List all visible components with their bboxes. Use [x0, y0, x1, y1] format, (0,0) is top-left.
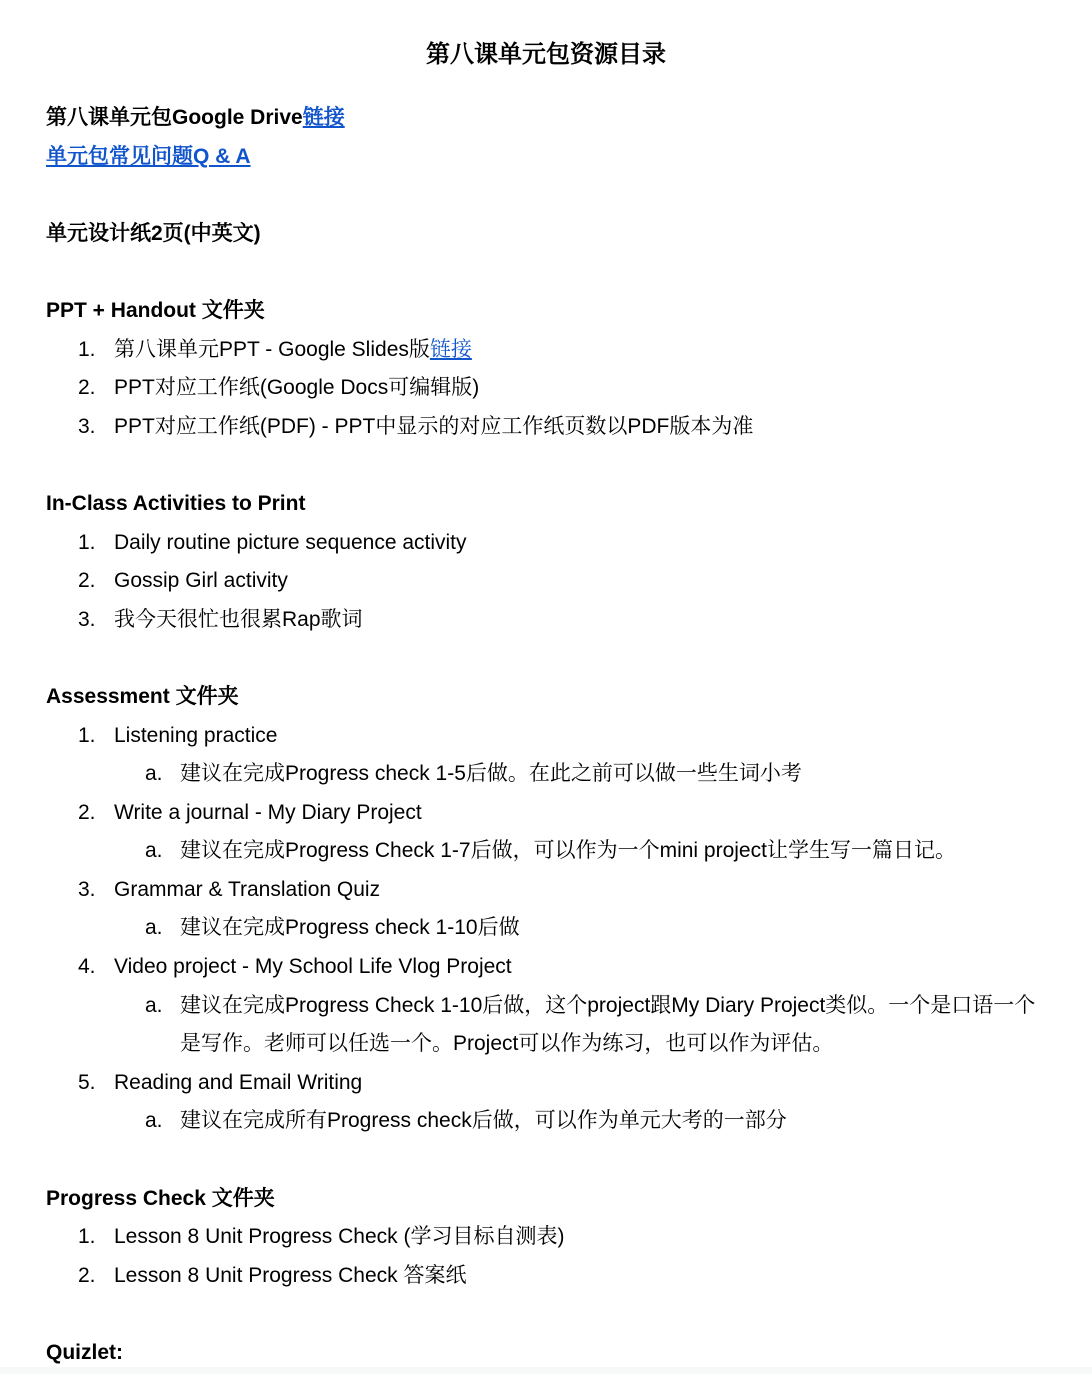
sub-list-letter: a.	[145, 1109, 163, 1133]
list-item-text: 第八课单元PPT - Google Slides版	[114, 337, 430, 361]
list-item	[46, 408, 1046, 447]
section-heading-quizlet: Quizlet:	[46, 1341, 123, 1364]
sub-list-item-text: 建议在完成Progress Check 1-10后做，这个project跟My Diary Project类似。一个是口语一个是写作。老师可以任选一个。Project可以作为练习，也可以作为评估。	[180, 993, 1036, 1056]
drive-link-line	[46, 99, 1046, 138]
sub-list-letter: a.	[145, 762, 163, 786]
list-item-text: Daily routine picture sequence activity	[114, 530, 467, 554]
list-number: 2.	[78, 1263, 96, 1287]
list-item-text: Lesson 8 Unit Progress Check 答案纸	[114, 1263, 467, 1287]
qa-link-line	[46, 138, 1046, 177]
list-number: 5.	[78, 1070, 96, 1094]
spacer	[46, 446, 1046, 485]
sub-list-letter: a.	[145, 839, 163, 863]
list-item	[46, 717, 1046, 756]
list-item	[46, 601, 1046, 640]
design-paper-line: 单元设计纸2页(中英文)	[46, 221, 261, 245]
list-item-text: Reading and Email Writing	[114, 1070, 363, 1094]
sub-list-item	[46, 909, 1046, 948]
qa-link[interactable]: 单元包常见问题Q & A	[46, 144, 251, 168]
list-item	[46, 1064, 1046, 1103]
list-number: 1.	[78, 530, 96, 554]
list-item-text: Lesson 8 Unit Progress Check (学习目标自测表)	[114, 1225, 565, 1249]
list-item-text: Video project - My School Life Vlog Project	[114, 955, 512, 979]
sub-list-item-text: 建议在完成Progress check 1-10后做	[180, 916, 520, 940]
list-item	[46, 1257, 1046, 1296]
sub-list-item-text: 建议在完成所有Progress check后做，可以作为单元大考的一部分	[180, 1109, 787, 1133]
list-item	[46, 948, 1046, 987]
list-item-text: Listening practice	[114, 723, 278, 747]
list-number: 4.	[78, 955, 96, 979]
sub-list-item	[46, 832, 1046, 871]
doc-title: 第八课单元包资源目录	[426, 41, 666, 68]
spacer	[46, 176, 1046, 215]
sub-list-letter: a.	[145, 916, 163, 940]
list-item	[46, 369, 1046, 408]
spacer	[46, 1141, 1046, 1180]
list-number: 3.	[78, 877, 96, 901]
list-item	[46, 871, 1046, 910]
google-drive-link[interactable]: 链接	[302, 106, 345, 129]
sub-list-item-text: 建议在完成Progress Check 1-7后做，可以作为一个mini project让学生写一篇日记。	[180, 839, 956, 863]
sub-list-item	[46, 1102, 1046, 1141]
slides-link[interactable]: 链接	[429, 337, 472, 361]
section-heading-assessment: Assessment 文件夹	[46, 684, 239, 708]
drive-link-prefix: 第八课单元包Google Drive	[46, 106, 303, 129]
list-number: 3.	[78, 414, 96, 438]
sub-list-item	[46, 987, 1046, 1064]
list-item	[46, 562, 1046, 601]
list-item	[46, 1218, 1046, 1257]
list-item-text: Write a journal - My Diary Project	[114, 800, 422, 824]
page-bottom-edge	[0, 1367, 1092, 1374]
list-number: 1.	[78, 1225, 96, 1249]
list-number: 1.	[78, 337, 96, 361]
list-number: 1.	[78, 723, 96, 747]
sub-list-item-text: 建议在完成Progress check 1-5后做。在此之前可以做一些生词小考	[180, 762, 802, 786]
list-item	[46, 794, 1046, 833]
list-item	[46, 331, 1046, 370]
section-heading-in-class-activities: In-Class Activities to Print	[46, 491, 306, 515]
section-heading-ppt-handout: PPT + Handout 文件夹	[46, 298, 265, 322]
spacer	[46, 639, 1046, 678]
list-item-text: Gossip Girl activity	[114, 569, 288, 593]
sub-list-item	[46, 755, 1046, 794]
list-item-text: Grammar & Translation Quiz	[114, 877, 381, 901]
spacer	[46, 253, 1046, 292]
sub-list-letter: a.	[145, 993, 163, 1017]
list-item	[46, 524, 1046, 563]
section-heading-progress-check: Progress Check 文件夹	[46, 1186, 275, 1210]
list-number: 2.	[78, 569, 96, 593]
list-item-text: PPT对应工作纸(Google Docs可编辑版)	[114, 376, 480, 400]
list-item-text: PPT对应工作纸(PDF) - PPT中显示的对应工作纸页数以PDF版本为准	[114, 414, 754, 438]
list-number: 3.	[78, 607, 96, 631]
list-number: 2.	[78, 376, 96, 400]
spacer	[46, 1295, 1046, 1334]
list-item-text: 我今天很忙也很累Rap歌词	[114, 607, 363, 631]
list-number: 2.	[78, 800, 96, 824]
